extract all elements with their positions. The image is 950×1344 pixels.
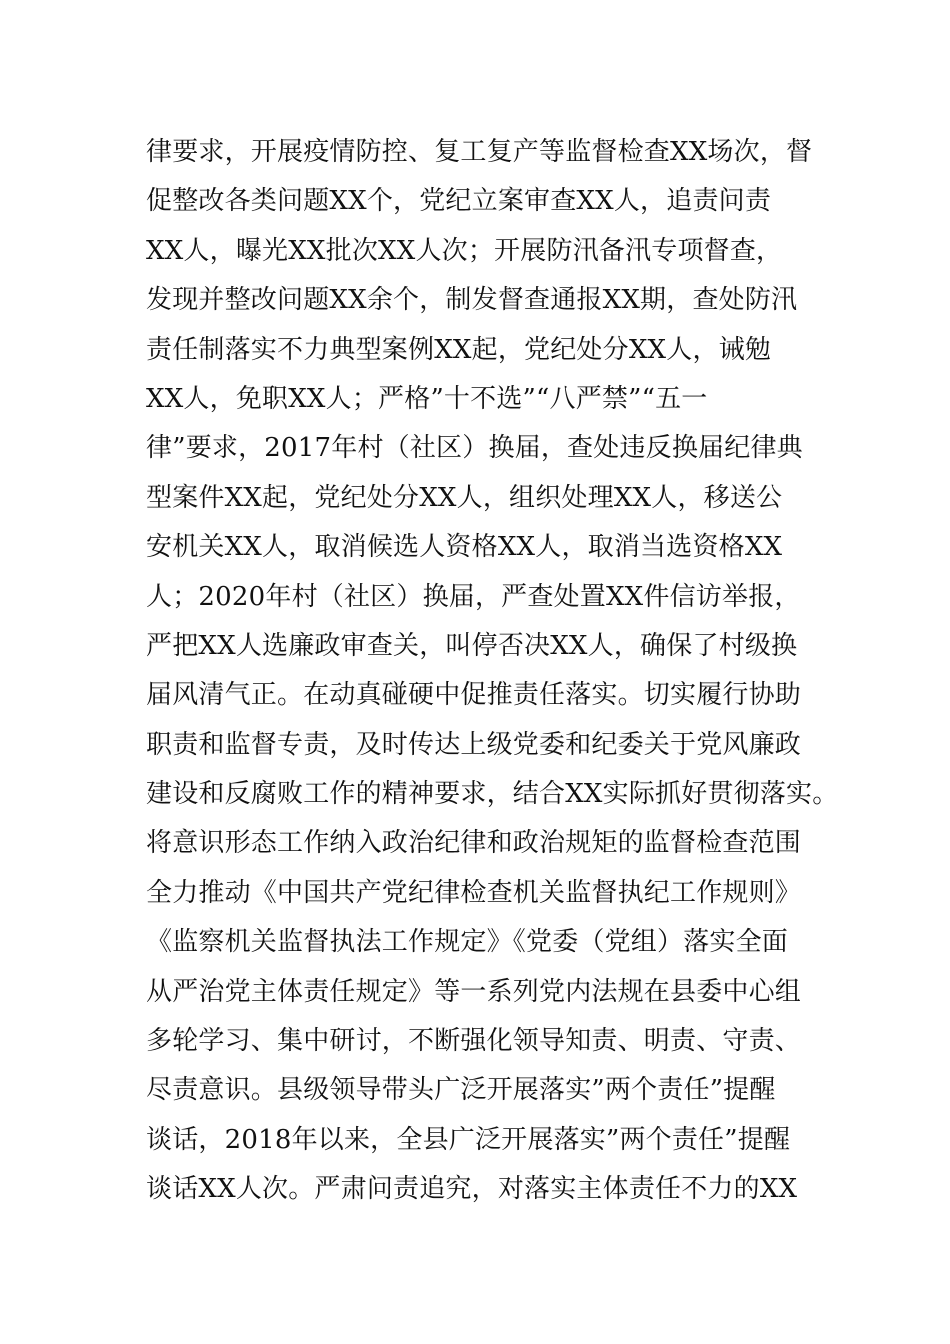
- text-line: XX人，曝光XX批次XX人次；开展防汛备汛专项督查，: [146, 235, 783, 266]
- text-line: 安机关XX人，取消候选人资格XX人，取消当选资格XX: [146, 532, 783, 563]
- text-line: 将意识形态工作纳入政治纪律和政治规矩的监督检查范围: [146, 828, 802, 859]
- text-line: 发现并整改问题XX余个，制发督查通报XX期，查处防汛: [146, 285, 798, 316]
- text-line: 尽责意识。县级领导带头广泛开展落实”两个责任”提醒: [146, 1075, 776, 1106]
- text-line: 建设和反腐败工作的精神要求，结合XX实际抓好贯彻落实。: [146, 779, 839, 810]
- text-line: 从严治党主体责任规定》等一系列党内法规在县委中心组: [146, 976, 802, 1007]
- text-line: 多轮学习、集中研讨，不断强化领导知责、明责、守责、: [146, 1026, 802, 1057]
- text-line: 谈话XX人次。严肃问责追究，对落实主体责任不力的XX: [146, 1174, 798, 1205]
- text-line: XX人，免职XX人；严格”十不选”“八严禁”“五一: [146, 383, 708, 414]
- text-line: 全力推动《中国共产党纪律检查机关监督执纪工作规则》: [146, 877, 802, 908]
- text-line: 职责和监督专责，及时传达上级党委和纪委关于党风廉政: [146, 729, 802, 760]
- text-line: 谈话，2018年以来，全县广泛开展落实”两个责任”提醒: [146, 1124, 791, 1155]
- body-text: [146, 128, 839, 1215]
- text-line: 人；2020年村（社区）换届，严查处置XX件信访举报，: [146, 581, 801, 612]
- text-line: 型案件XX起，党纪处分XX人，组织处理XX人，移送公: [146, 482, 783, 513]
- text-line: 律要求，开展疫情防控、复工复产等监督检查XX场次，督: [146, 137, 813, 167]
- text-line: 严把XX人选廉政审查关，叫停否决XX人，确保了村级换: [146, 630, 798, 661]
- text-line: 届风清气正。在动真碰硬中促推责任落实。切实履行协助: [146, 680, 802, 711]
- text-line: 责任制落实不力典型案例XX起，党纪处分XX人，诫勉: [146, 334, 772, 365]
- text-line: 律”要求，2017年村（社区）换届，查处违反换届纪律典: [146, 433, 803, 464]
- text-line: 促整改各类问题XX个，党纪立案审查XX人，追责问责: [146, 186, 772, 217]
- text-line: 《监察机关监督执法工作规定》《党委（党组）落实全面: [146, 927, 789, 958]
